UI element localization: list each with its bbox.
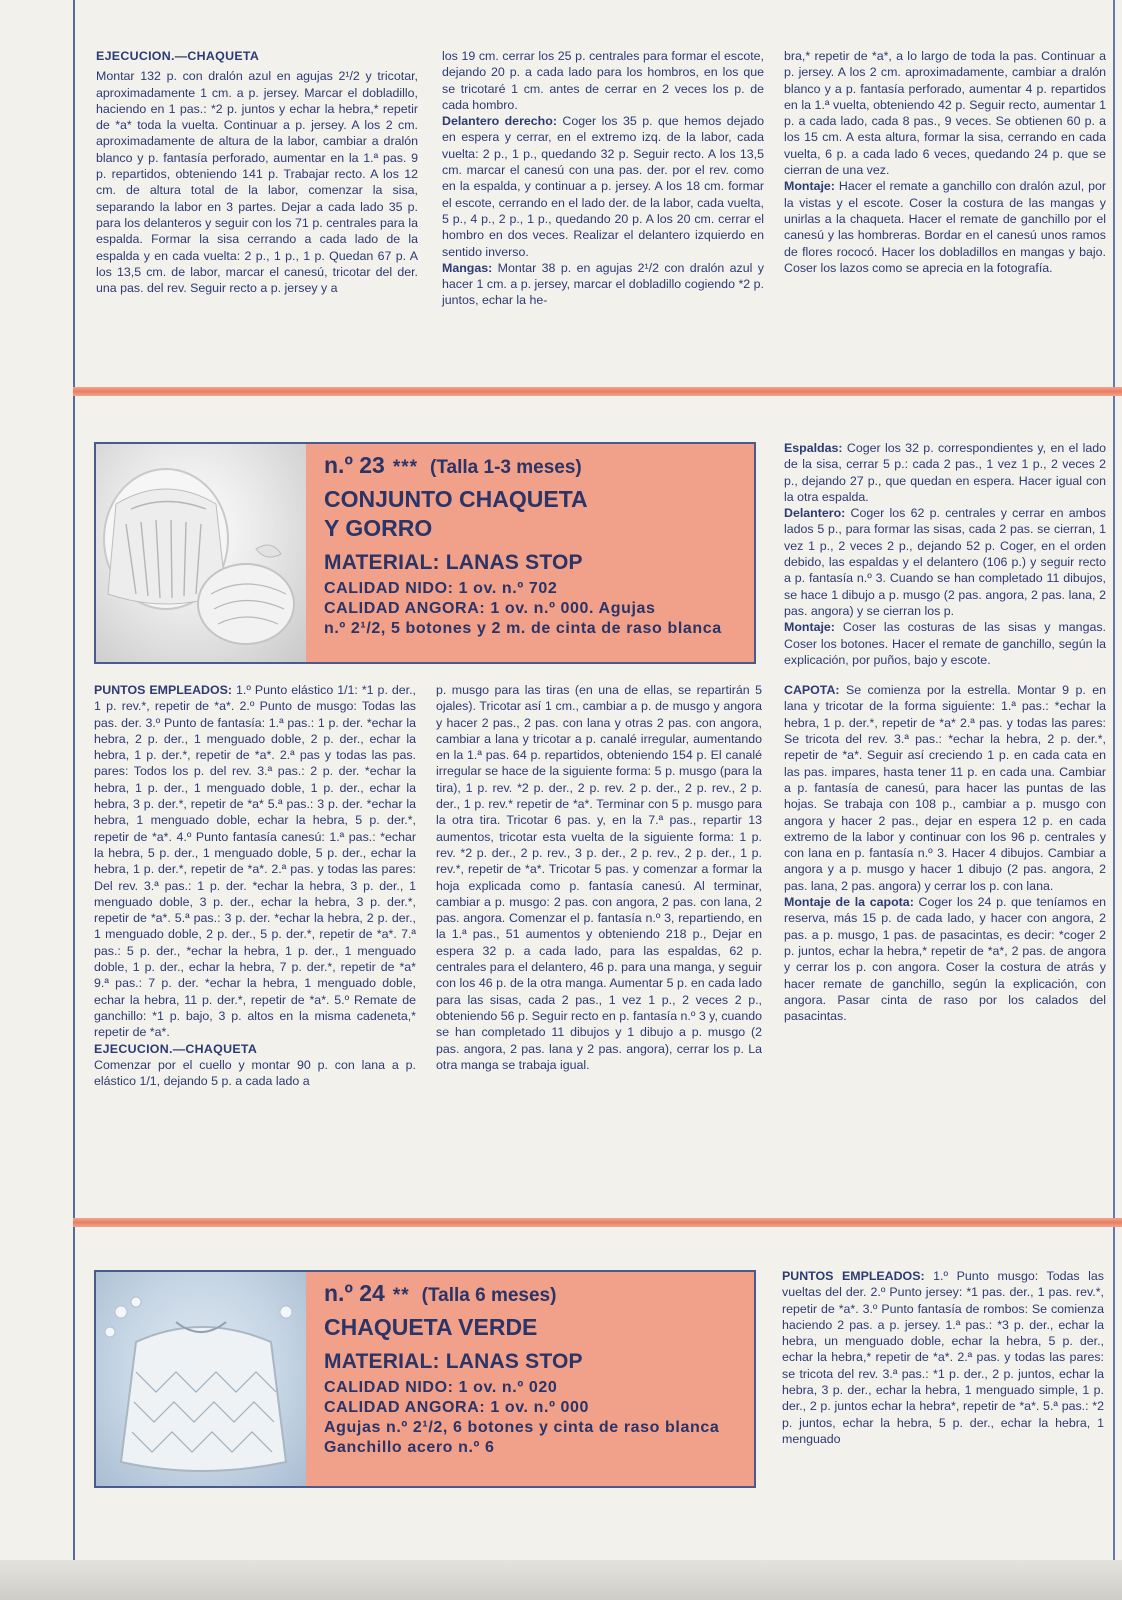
paragraph-label: Espaldas: xyxy=(784,441,843,455)
paragraph-label: Mangas: xyxy=(442,260,493,275)
pattern-size: (Talla 6 meses) xyxy=(421,1285,557,1306)
paragraph-text: 1.º Punto elástico 1/1: *1 p. der., 1 p. rev.*, repetir de *a*. 2.º Punto de musgo: Todas las pas. der. 3.º Punto de fantasía: 1.ª pas.: 1 p. der. *echar la hebra, 2 p. der., 1 menguado doble, 2 p. der., echar la hebra, 1 p. der.*, repetir de *a*. 2.ª pas y todas las pas. pares: Todos los p. del rev. 3.ª pas.: 2 p. der. *echar la hebra, 1 p. der., 1 menguado doble, 1 p. der., echar la hebra, 3 p. der.*, repetir de *a* 5.ª pas.: 3 p. der. *echar la hebra, 1 menguado doble, echar la hebra, 5 p. der.*, repetir de *a*. 4.º Punto fantasía canesú: 1.ª pas.: *echar la hebra, 5 p. der., 1 menguado doble, 5 p. der., echar la hebra, 1 p. der.*, repetir de *a*. 2.ª pas. y todas las pares: Del rev. 3.ª pas.: 1 p. der. *echar la hebra, 3 p. der., 1 menguado doble, 3 p. der., echar la hebra, 3 p. der.*, repetir de *a*. 5.ª pas.: 3 p. der. *echar la hebra, 2 p. der., 1 menguado doble, 2 p. der., 5 p. der.*, repetir de *a*. 7.ª pas.: 5 p. der., *echar la hebra, 1 p. der., 1 menguado doble, 1 p. der., echar la hebra, 7 p. der.*, repetir de *a* 9.ª pas.: 7 p. der. *echar la hebra, 1 menguado doble, echar la hebra, 11 p. der.*, repetir de *a*. 5.º Remate de ganchillo: *1 p. bajo, 3 p. altos en la misma cadeneta,* repetir de *a*. xyxy=(94,683,416,1040)
paragraph-label: PUNTOS EMPLEADOS: xyxy=(782,1269,925,1283)
pattern23-column-3 xyxy=(784,440,1106,1024)
paragraph-text: Hacer el remate a ganchillo con dralón azul, por la vistas y el escote. Coser la costura de las mangas y unirlas a la chaqueta. Hacer el remate de ganchillo por el canesú y las hombreras. Bordar en el canesú unos ramos de flores rococó. Hacer los dobladillos en mangas y bajo. Coser los lazos como se aprecia en la fotografía. xyxy=(784,179,1106,275)
left-frame-line xyxy=(73,0,75,1560)
pattern-number: n.º 23 xyxy=(324,452,385,478)
section1-col2-para: los 19 cm. cerrar los 25 p. centrales para formar el escote, dejando 20 p. a cada lado para los hombros, en los que se tricotaré 1 cm. antes de cerrar en 2 veces los p. de cada hombro. xyxy=(442,49,764,112)
paragraph-text: Coger los 32 p. correspondientes y, en el lado de la sisa, cerrar 5 p.: cada 2 pas., 1 vez 1 p., 2 veces 2 p., dejando 27 p., que quedan en espera. Hacer igual con la otra espalda. xyxy=(784,441,1106,504)
paragraph-text: Montar 38 p. en agujas 2¹/2 con dralón azul y hacer 1 cm. a p. jersey, marcar el dobladillo cogiendo *2 p. juntos, echar la he- xyxy=(442,260,764,308)
paragraph-label: Montaje: xyxy=(784,179,835,194)
pattern23-photo xyxy=(96,444,306,662)
pattern24-title-panel xyxy=(306,1272,754,1486)
section1-column-1 xyxy=(96,48,418,296)
pattern23-title-line xyxy=(324,452,740,479)
pattern-size: (Talla 1-3 meses) xyxy=(430,457,582,478)
pattern24-photo xyxy=(96,1272,306,1486)
pattern-name-line: Y GORRO xyxy=(324,515,433,541)
paragraph-text: Coger los 62 p. centrales y cerrar en ambos lados 5 p., para formar las sisas, cada 2 pas. se cierran, 1 vez 1 p., 2 veces 2 p., dejando 52 p. Coger, en el orden debido, las espaldas y el delantero (106 p.) y seguir recto a p. fantasía n.º 3. Cuando se han completado 11 dibujos, se hace 1 dibujo a p. musgo (2 pas. angora, 2 pas. lana, 2 pas. angora) y se cierran los p. xyxy=(784,506,1106,618)
paragraph-text: Comenzar por el cuello y montar 90 p. con lana a p. elástico 1/1, dejando 5 p. a cada lado a xyxy=(94,1057,416,1089)
section1-heading: EJECUCION.—CHAQUETA xyxy=(96,49,260,63)
divider-band-2 xyxy=(73,1218,1122,1227)
pattern23-material: MATERIAL: LANAS STOP xyxy=(324,551,583,574)
difficulty-stars: *** xyxy=(392,457,419,478)
pattern-name-line: CONJUNTO CHAQUETA xyxy=(324,486,588,512)
knitted-green-jacket-image xyxy=(96,1272,306,1486)
pattern23-column-1 xyxy=(94,682,416,1089)
pattern23-heading: EJECUCION.—CHAQUETA xyxy=(94,1041,258,1056)
pattern24-spec: CALIDAD NIDO: 1 ov. n.º 020 xyxy=(324,1379,558,1396)
difficulty-stars: ** xyxy=(392,1285,410,1306)
paragraph-label: PUNTOS EMPLEADOS: xyxy=(94,683,233,697)
paragraph-label: CAPOTA: xyxy=(784,683,840,698)
pattern24-spec: Ganchillo acero n.º 6 xyxy=(324,1439,495,1456)
pattern24-material: MATERIAL: LANAS STOP xyxy=(324,1350,583,1373)
right-frame-line xyxy=(1113,0,1115,1560)
pattern23-column-2 xyxy=(436,682,762,1073)
pattern24-name: CHAQUETA VERDE xyxy=(324,1314,538,1340)
paragraph-text: 1.º Punto musgo: Todas las vueltas del der. 2.º Punto jersey: *1 pas. der., 1 pas. rev.*, repetir de *a*. 3.º Punto fantasía de rombos: Se comienza haciendo 2 pas. a p. jersey. 1.ª pas.: *3 p. der., echar la hebra, un menguado doble, echar la hebra, 5 p. der., echar la hebra,* repetir de *a*. 2.ª pas. y todas las pares: se tricota del rev. 3.ª pas.: *1 p. der., 2 p. juntos, echar la hebra, 3 p. der., echar la hebra, 1 menguado simple, 1 p. der., 2 p. juntos echar la hebra*, repetir de *a*. 5.ª pas.: *2 p. juntos, echar la hebra, 5 p. der., echar la hebra, 1 menguado xyxy=(782,1269,1104,1446)
paragraph-label: Montaje: xyxy=(784,620,835,635)
paragraph-text: p. musgo para las tiras (en una de ellas, se repartirán 5 ojales). Tricotar así 1 cm., cambiar a p. de musgo y angora y hacer 2 pas., 2 pas. con lana y otras 2 pas. con angora, cambiar a lana y tricotar a p. canalé irregular, aumentando en la 1.ª pas. 64 p. repartidos, obteniendo 154 p. El canalé irregular se hace de la siguiente forma: 5 p. musgo (para la tira), 1 p. rev. *2 p. der., 2 p. rev. 2 p. der., 2 p. rev., 2 p. der., 1 p. rev.* repetir de *a*. Terminar con 5 p. musgo para la otra tira. Tricotar 6 pas. y, en la 7.ª pas., repartir 13 aumentos, tricotar esta vuelta de la siguiente forma: 1 p. rev. *2 p. der., 2 p. rev., 3 p. der., 2 p. rev., 2 p. der., 1 p. rev.*, repetir de *a*. Tricotar 5 pas. y comenzar a formar la hoja explicada como p. fantasía canesú. Al terminar, cambiar a p. musgo: 2 pas. con angora, 2 pas. con lana, 2 pas. angora. Comenzar el p. fantasía n.º 3, repartiendo, en la 1.ª pas., 51 aumentos y obteniendo 218 p., Dejar en espera 32 p. a cada lado, para las espaldas, 62 p. centrales para el delantero, 46 p. para una manga, y seguir con los 46 p. de la otra manga. Aumentar 5 p. en cada lado para las sisas, cada 2 pas., 1 vez 1 p., 2 veces 2 p., obteniendo 56 p. Seguir recto en p. fantasía n.º 3 y, cuando se han completado 11 dibujos y 1 dibujo a p. musgo (2 pas. angora, 2 pas. lana y 2 pas. angora), cerrar los p. La otra manga se trabaja igual. xyxy=(436,683,762,1072)
section1-col1-text: Montar 132 p. con dralón azul en agujas 2¹/2 y tricotar, aproximadamente 1 cm. a p. jersey. Marcar el dobladillo, haciendo en 1 pas.: *2 p. juntos y echar la hebra,* repetir de *a* toda la vuelta. Continuar a p. jersey. A los 2 cm. aproximadamente de altura de la labor, cambiar a dralón blanco y p. fantasía perforado, aumentar en la 1.ª pas. 9 p. repartidos, obteniendo 141 p. Trabajar recto. A los 12 cm. de altura total de la labor, comenzar la sisa, separando la labor en 3 partes. Dejar a cada lado 35 p. para los delanteros y seguir con los 71 p. centrales para la espalda. Formar la sisa cerrando a cada lado de la espalda y en cada vuelta: 2 p., 1 p., 1 p. Quedan 67 p. A los 13,5 cm. de labor, marcar el canesú, tricotar del der. una pas. del rev. Seguir recto a p. jersey y a xyxy=(96,69,418,296)
section1-column-2 xyxy=(442,48,764,309)
pattern24-title-line xyxy=(324,1280,740,1307)
paragraph-label: Delantero: xyxy=(784,506,846,521)
section1-col2-para xyxy=(442,113,764,260)
paragraph-text: Coger los 24 p. que teníamos en reserva, más 15 p. de cada lado, y hacer con angora, 2 pas. a p. musgo, 1 pas. de pasacintas, es decir: *coger 2 p. juntos, echar la hebra,* repetir de *a*, 2 pas. de angora y cerrar los p. con angora. Coser la costura de atrás y hacer remate de ganchillo, según la explicación, con angora. Pasar cinta de raso por los calados del pasacintas. xyxy=(784,895,1106,1024)
knitted-jacket-image xyxy=(96,444,306,662)
paragraph-label: Delantero derecho: xyxy=(442,114,557,129)
section1-column-3 xyxy=(784,48,1106,276)
paragraph-text: Coger los 35 p. que hemos dejado en espera y cerrar, en el extremo izq. de la labor, cada vuelta: 2 p., 1 p., quedando 32 p. Seguir recto. A los 13,5 cm. marcar el canesú con una pas. der. por el rev. como en la espalda, y continuar a p. jersey. A los 18 cm. formar el escote, cerrando en el lado der. de la labor, cada vuelta, 5 p., 4 p., 2 p., 1 p., quedando 20 p. A los 20 cm. cerrar el hombro en dos veces. Realizar el delantero izquierdo en sentido inverso. xyxy=(442,114,765,259)
pattern23-title-panel xyxy=(306,444,754,662)
pattern24-spec: CALIDAD ANGORA: 1 ov. n.º 000 xyxy=(324,1399,590,1416)
paragraph-text: Coser las costuras de las sisas y mangas. Coser los botones. Hacer el remate de ganchillo, según la explicación, por puños, bajo y escote. xyxy=(784,620,1106,667)
pattern23-spec: CALIDAD NIDO: 1 ov. n.º 702 xyxy=(324,580,558,597)
pattern-number: n.º 24 xyxy=(324,1280,385,1306)
pattern24-column-3 xyxy=(782,1268,1104,1447)
pattern23-spec: CALIDAD ANGORA: 1 ov. n.º 000. Agujas xyxy=(324,600,656,617)
paragraph-text: Se comienza por la estrella. Montar 9 p. en lana y tricotar de la forma siguiente: 1.ª pas.: *echar la hebra, 1 p. der.*, repetir de *a* 2.ª pas. y todas las pares: Se tricota del rev. 3.ª pas.: *echar la hebra, 2 p. der.*, repetir de *a*. Seguir así creciendo 1 p. en cada cata en las pas. impares, hasta tener 11 p. en cada una. Cambiar a p. fantasía de canesú, para hacer las puntas de las hojas. Se trabaja con 108 p., cambiar a p. musgo con angora y hacer 2 pas., dejar en espera 12 p. en cada extremo de la labor y continuar con los 96 p. centrales y con lana en p. fantasía n.º 3. Hacer 4 dibujos. Cambiar a angora y a p. musgo y hacer 1 dibujo (2 pas. angora, 2 pas. lana, 2 pas. angora) y cerrar los p. con lana. xyxy=(784,683,1106,893)
pattern23-name xyxy=(324,485,740,543)
section1-col3-para xyxy=(784,178,1106,276)
pattern24-header-box xyxy=(94,1270,756,1488)
section1-col3-para: bra,* repetir de *a*, a lo largo de toda la pas. Continuar a p. jersey. A los 2 cm. aproximadamente, cambiar a dralón blanco y a p. fantasía perforado, aumentar 4 p. repartidos en la 1.ª vuelta, obteniendo 42 p. Seguir recto, aumentar 1 p. a cada lado, cada 8 pas., 9 veces. Se obtienen 60 p. a los 15 cm. A esta altura, formar la sisa, cerrando en cada vuelta, 6 p. a cada lado 6 veces, quedando 24 p. que se cierran de una vez. xyxy=(784,49,1106,178)
section1-col2-para xyxy=(442,260,764,309)
paragraph-label: Montaje de la capota: xyxy=(784,895,914,910)
page-bottom-edge xyxy=(0,1560,1122,1600)
pattern23-spec: n.º 2¹/2, 5 botones y 2 m. de cinta de raso blanca xyxy=(324,620,722,637)
divider-band-1 xyxy=(73,387,1122,396)
pattern24-spec: Agujas n.º 2¹/2, 6 botones y cinta de raso blanca xyxy=(324,1419,720,1436)
pattern23-header-box xyxy=(94,442,756,664)
